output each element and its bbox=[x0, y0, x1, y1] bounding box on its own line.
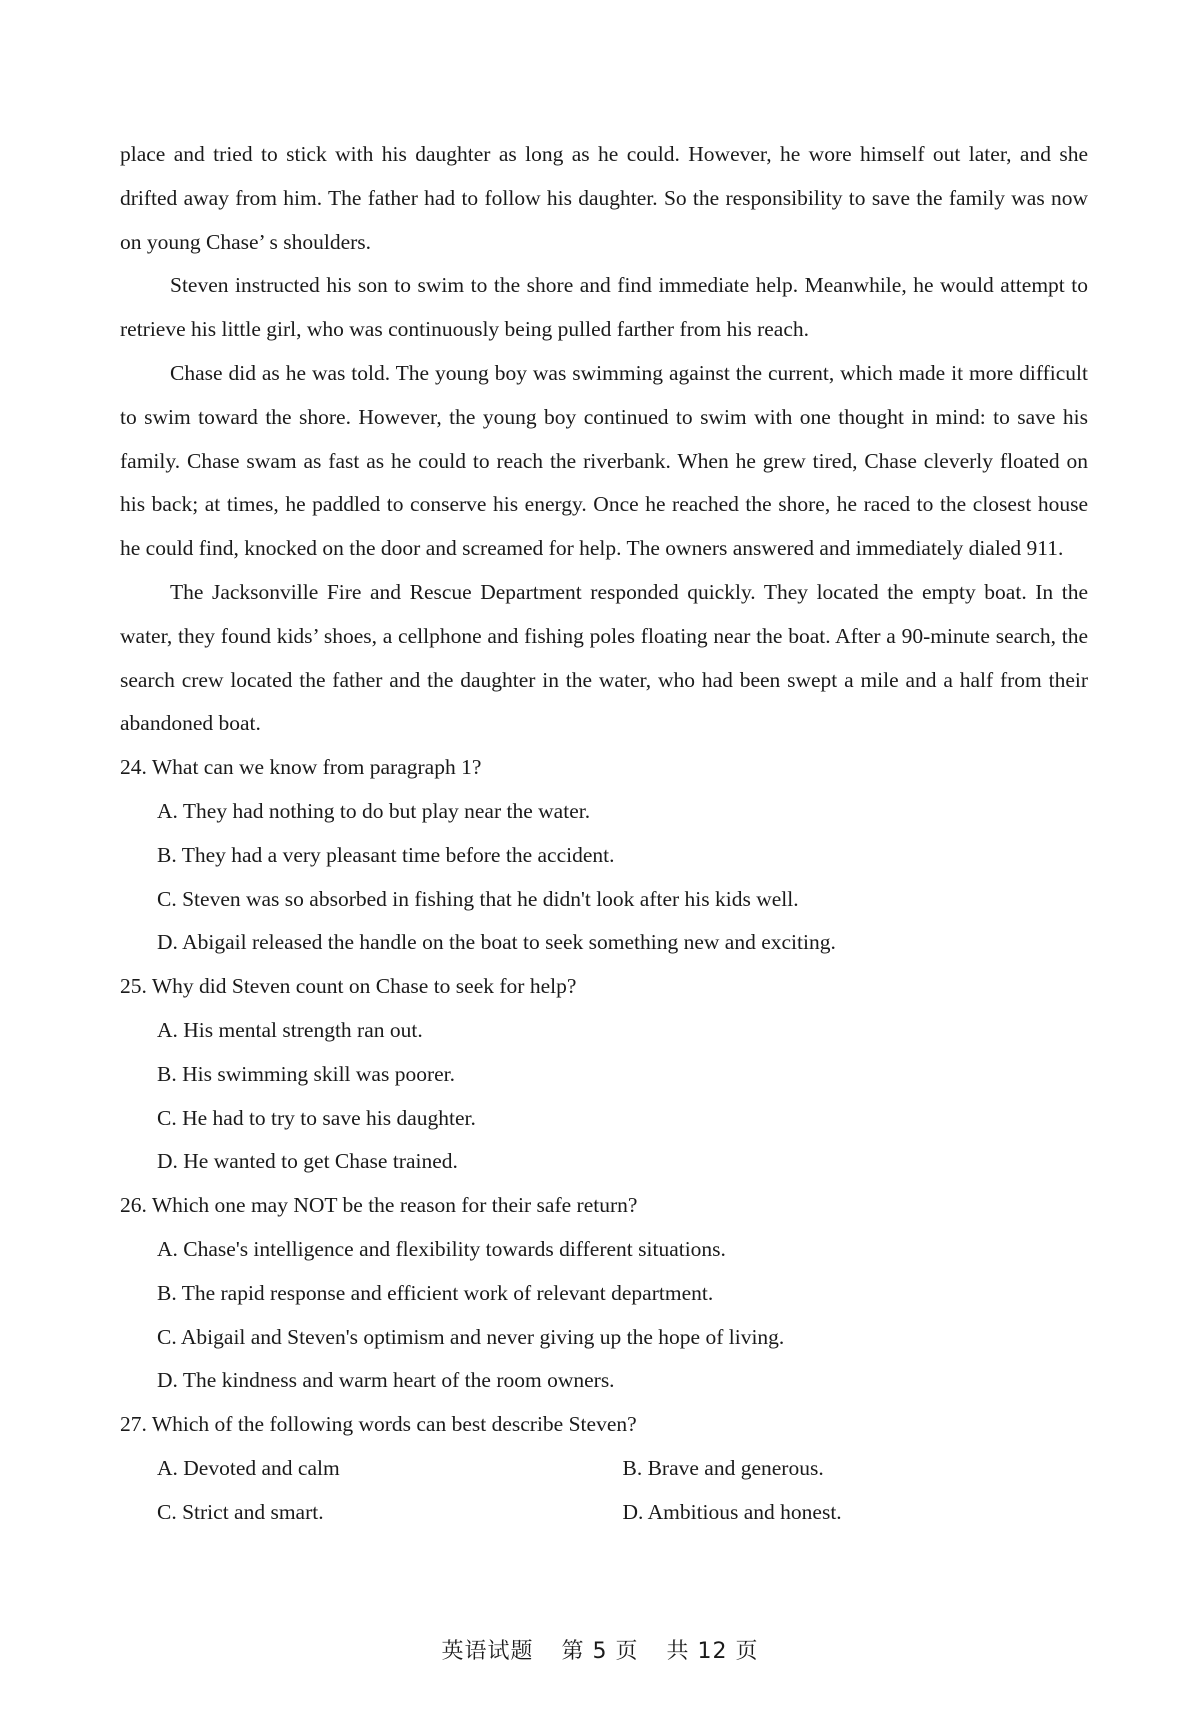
answer-option: C. Strict and smart. bbox=[157, 1499, 324, 1524]
answer-option: D. Ambitious and honest. bbox=[622, 1499, 842, 1524]
answer-option: A. They had nothing to do but play near the water. bbox=[157, 798, 591, 823]
question-24 bbox=[120, 746, 1088, 965]
page-content bbox=[120, 133, 1088, 1535]
answer-option: D. Abigail released the handle on the boat to seek something new and exciting. bbox=[157, 930, 836, 955]
answer-option: B. Brave and generous. bbox=[622, 1455, 824, 1480]
question-27 bbox=[120, 1403, 1088, 1534]
passage-paragraph: Chase did as he was told. The young boy was swimming against the current, which made it more difficult to swim toward the shore. However, the young boy continued to swim with one thought in mind: to save his family. Chase swam as fast as he could to reach the riverbank. When he grew tired, Chase cleverly floated on his back; at times, he paddled to conserve his energy. Once he reached the shore, he raced to the closest house he could find, knocked on the door and screamed for help. The owners answered and immediately dialed 911. bbox=[120, 360, 1088, 561]
question-26 bbox=[120, 1184, 1088, 1403]
answer-option: A. Devoted and calm bbox=[157, 1455, 340, 1480]
question-stem: 25. Why did Steven count on Chase to seek for help? bbox=[120, 974, 577, 999]
answer-option: A. His mental strength ran out. bbox=[157, 1017, 423, 1042]
answer-option: C. Abigail and Steven's optimism and never giving up the hope of living. bbox=[157, 1324, 785, 1349]
passage-paragraph: place and tried to stick with his daughter as long as he could. However, he wore himself out later, and she drifted away from him. The father had to follow his daughter. So the responsibility to save the family was now on young Chase’ s shoulders. bbox=[120, 142, 1088, 254]
answer-option: B. The rapid response and efficient work of relevant department. bbox=[157, 1280, 714, 1305]
answer-option: D. The kindness and warm heart of the room owners. bbox=[157, 1368, 615, 1393]
question-stem: 27. Which of the following words can best describe Steven? bbox=[120, 1412, 637, 1437]
answer-option: C. He had to try to save his daughter. bbox=[157, 1105, 476, 1130]
footer-total-pages: 共 12 页 bbox=[666, 1639, 759, 1664]
question-stem: 26. Which one may NOT be the reason for their safe return? bbox=[120, 1193, 638, 1218]
answer-option-row bbox=[120, 1447, 1088, 1491]
answer-option-row bbox=[120, 1491, 1088, 1535]
answer-option: C. Steven was so absorbed in fishing that he didn't look after his kids well. bbox=[157, 886, 799, 911]
passage-paragraph: Steven instructed his son to swim to the shore and find immediate help. Meanwhile, he would attempt to retrieve his little girl, who was continuously being pulled farther from his reach. bbox=[120, 273, 1088, 342]
footer-page-number: 第 5 页 bbox=[561, 1639, 639, 1664]
question-stem: 24. What can we know from paragraph 1? bbox=[120, 755, 482, 780]
footer-subject: 英语试题 bbox=[441, 1639, 534, 1664]
answer-option: B. His swimming skill was poorer. bbox=[157, 1061, 456, 1086]
answer-option: A. Chase's intelligence and flexibility towards different situations. bbox=[157, 1236, 726, 1261]
answer-option: B. They had a very pleasant time before the accident. bbox=[157, 842, 615, 867]
answer-option: D. He wanted to get Chase trained. bbox=[157, 1149, 458, 1174]
passage-paragraph: The Jacksonville Fire and Rescue Department responded quickly. They located the empty boat. In the water, they found kids’ shoes, a cellphone and fishing poles floating near the boat. After a 90-minute search, the search crew located the father and the daughter in the water, who had been swept a mile and a half from their abandoned boat. bbox=[120, 579, 1088, 736]
question-25 bbox=[120, 965, 1088, 1184]
page-footer bbox=[0, 1634, 1200, 1665]
